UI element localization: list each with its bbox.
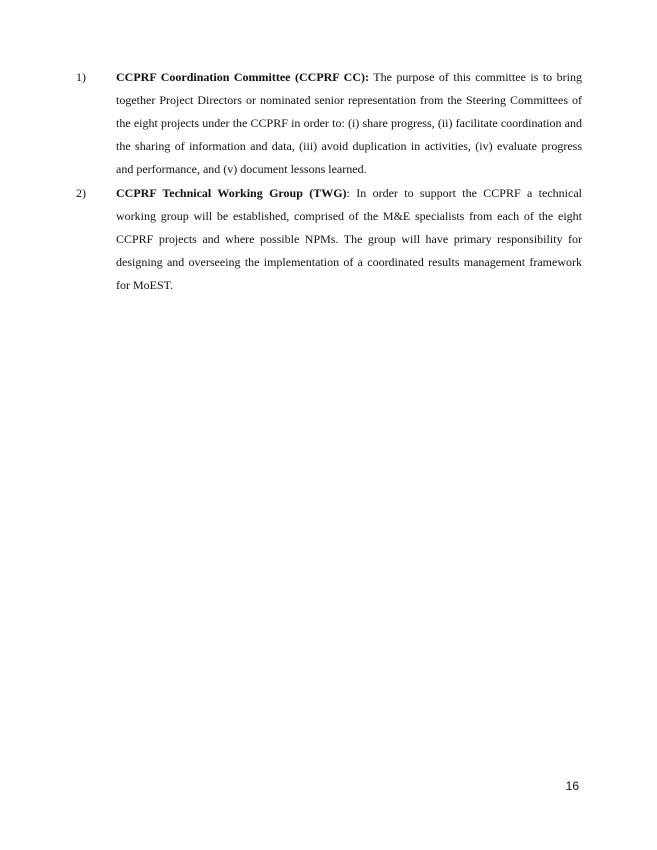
list-item-body bbox=[116, 66, 582, 181]
list-item-technical-working-group bbox=[76, 182, 582, 297]
list-item-coordination-committee bbox=[76, 66, 582, 181]
list-item-number: 2) bbox=[76, 186, 86, 200]
list-item-text: : In order to support the CCPRF a technical working group will be established, comprised of the M&E specialists from each of the eight CCPRF projects and where possible NPMs. The group will have primary responsibility for designing and overseeing the implementation of a coordinated results management framework for MoEST. bbox=[116, 186, 582, 292]
page-number: 16 bbox=[565, 779, 579, 793]
list-item-term: CCPRF Technical Working Group (TWG) bbox=[116, 186, 347, 200]
list-item-number: 1) bbox=[76, 70, 86, 84]
list-item-text: The purpose of this committee is to bring together Project Directors or nominated senior representation from the Steering Committees of the eight projects under the CCPRF in order to: (i) share progress, (ii) facilitate coordination and the sharing of information and data, (iii) avoid duplication in activities, (iv) evaluate progress and performance, and (v) document lessons learned. bbox=[116, 70, 582, 176]
list-item-body bbox=[116, 182, 582, 297]
list-item-term: CCPRF Coordination Committee (CCPRF CC): bbox=[116, 70, 370, 84]
